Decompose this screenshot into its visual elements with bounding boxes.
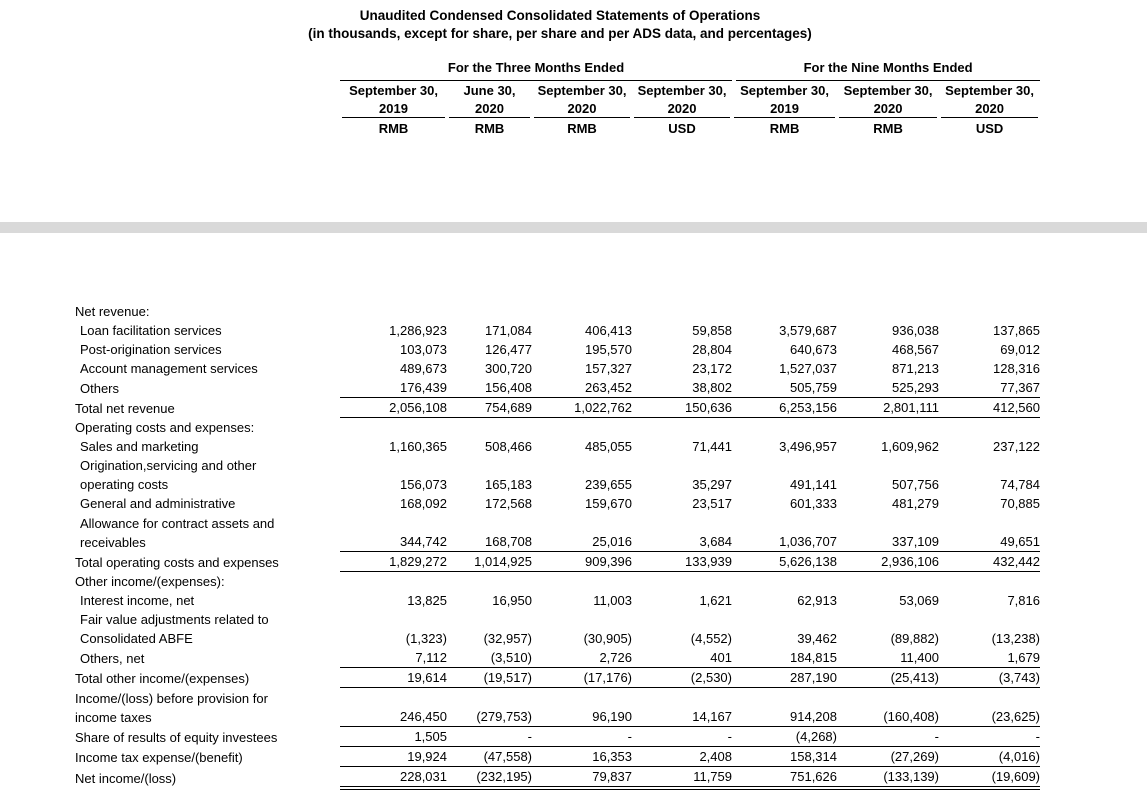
cell-value xyxy=(340,418,447,438)
cell-value: 1,527,037 xyxy=(779,361,837,376)
period-header-row xyxy=(75,81,1040,100)
cell-value: 168,092 xyxy=(400,496,447,511)
cell-value xyxy=(532,302,632,321)
row-label xyxy=(75,591,340,610)
cell-value: 103,073 xyxy=(400,342,447,357)
cell-value: 128,316 xyxy=(993,361,1040,376)
row-label-line: Interest income, net xyxy=(80,593,195,608)
table-row xyxy=(75,572,1040,592)
row-label xyxy=(75,340,340,359)
cell-value: (3,510) xyxy=(447,648,532,668)
cell-value: (4,268) xyxy=(732,727,837,747)
cell-value: 751,626 xyxy=(732,767,837,789)
cell-value: 432,442 xyxy=(939,552,1040,572)
cell-value: 246,450 xyxy=(340,688,447,727)
row-label-line: Fair value adjustments related to xyxy=(80,612,269,627)
cell-value: (47,558) xyxy=(447,747,532,767)
cell-value xyxy=(447,572,532,592)
cell-value: 53,069 xyxy=(899,593,939,608)
group-header-label: For the Three Months Ended xyxy=(340,58,732,81)
table-row xyxy=(75,340,1040,359)
cell-value: 11,003 xyxy=(593,593,632,608)
cell-value xyxy=(837,302,939,321)
table-row xyxy=(75,398,1040,418)
cell-value: 137,865 xyxy=(993,323,1040,338)
row-label xyxy=(75,359,340,378)
cell-value: 172,568 xyxy=(485,496,532,511)
cell-value: 2,936,106 xyxy=(837,552,939,572)
group-header-label: For the Nine Months Ended xyxy=(736,58,1040,81)
cell-value: (4,552) xyxy=(690,631,732,646)
cell-value: 505,759 xyxy=(732,378,837,398)
cell-value: 79,837 xyxy=(532,767,632,789)
table-row xyxy=(75,727,1040,747)
row-label xyxy=(75,767,340,789)
cell-value: 19,924 xyxy=(340,747,447,767)
row-label-line: Income/(loss) before provision for xyxy=(75,690,268,706)
cell-value: (279,753) xyxy=(447,688,532,727)
column-currency: RMB xyxy=(474,121,505,136)
row-label-line: Account management services xyxy=(80,361,258,376)
cell-value: 7,816 xyxy=(1007,593,1040,608)
cell-value: 171,084 xyxy=(485,323,532,338)
document-title-block xyxy=(0,7,1120,42)
table-row xyxy=(75,552,1040,572)
cell-value: 159,670 xyxy=(585,496,632,511)
cell-value: 507,756 xyxy=(892,477,939,492)
column-currency: USD xyxy=(975,121,1004,136)
table-row xyxy=(75,648,1040,668)
cell-value: 28,804 xyxy=(692,342,732,357)
row-label-line: Allowance for contract assets and xyxy=(80,515,275,531)
cell-value xyxy=(732,418,837,438)
table-row xyxy=(75,418,1040,438)
column-period: June 30, xyxy=(463,83,516,98)
cell-value: (17,176) xyxy=(532,668,632,688)
cell-value: 96,190 xyxy=(532,688,632,727)
table-row xyxy=(75,747,1040,767)
cell-value: 13,825 xyxy=(407,593,447,608)
cell-value: 74,784 xyxy=(1000,477,1040,492)
cell-value: 468,567 xyxy=(892,342,939,357)
cell-value: 1,022,762 xyxy=(532,398,632,418)
cell-value: 25,016 xyxy=(532,513,632,552)
cell-value: 150,636 xyxy=(632,398,732,418)
cell-value xyxy=(939,302,1040,321)
column-year-cell xyxy=(837,100,939,118)
cell-value: 2,056,108 xyxy=(340,398,447,418)
column-currency: RMB xyxy=(378,121,409,136)
row-label xyxy=(75,747,340,767)
table-row xyxy=(75,359,1040,378)
row-label-line: Net revenue: xyxy=(75,304,150,319)
cell-value: (32,957) xyxy=(483,631,532,646)
cell-value: 909,396 xyxy=(532,552,632,572)
column-currency: RMB xyxy=(769,121,800,136)
cell-value xyxy=(632,572,732,592)
cell-value: 2,408 xyxy=(632,747,732,767)
row-label-line: Total net revenue xyxy=(75,400,175,416)
cell-value: 38,802 xyxy=(632,378,732,398)
cell-value: 2,801,111 xyxy=(837,398,939,418)
cell-value xyxy=(447,418,532,438)
cell-value xyxy=(340,302,447,321)
cell-value xyxy=(340,572,447,592)
cell-value xyxy=(532,418,632,438)
cell-value: 16,353 xyxy=(532,747,632,767)
table-row xyxy=(75,302,1040,321)
group-header-cell xyxy=(732,58,1040,81)
cell-value: 491,141 xyxy=(790,477,837,492)
row-label-line: income taxes xyxy=(75,709,152,725)
group-header-cell xyxy=(340,58,732,81)
cell-value: (232,195) xyxy=(447,767,532,789)
cell-value: 287,190 xyxy=(732,668,837,688)
row-label xyxy=(75,727,340,747)
cell-value: (23,625) xyxy=(939,688,1040,727)
cell-value: 754,689 xyxy=(447,398,532,418)
cell-value xyxy=(837,572,939,592)
cell-value: - xyxy=(632,727,732,747)
column-period: September 30, xyxy=(843,83,933,98)
row-label-line: Consolidated ABFE xyxy=(80,631,193,646)
cell-value: 228,031 xyxy=(340,767,447,789)
column-period: September 30, xyxy=(945,83,1034,98)
row-label-line: Others, net xyxy=(80,650,145,666)
column-currency: RMB xyxy=(873,121,903,136)
cell-value: 168,708 xyxy=(447,513,532,552)
cell-value: 77,367 xyxy=(939,378,1040,398)
cell-value: 23,517 xyxy=(692,496,732,511)
column-year-cell xyxy=(632,100,732,118)
cell-value: 237,122 xyxy=(993,439,1040,454)
cell-value: 16,950 xyxy=(492,593,532,608)
cell-value: 337,109 xyxy=(837,513,939,552)
cell-value: 71,441 xyxy=(692,439,732,454)
column-year: 2019 xyxy=(342,100,445,118)
column-year: 2020 xyxy=(449,100,530,118)
column-year-cell xyxy=(732,100,837,118)
row-label-line: Net income/(loss) xyxy=(75,771,177,786)
row-label-line: Sales and marketing xyxy=(80,439,199,454)
document-title: Unaudited Condensed Consolidated Statements of Operations xyxy=(359,8,761,23)
row-label xyxy=(75,398,340,418)
table-row xyxy=(75,321,1040,340)
statements-header-table xyxy=(75,58,1040,139)
column-year-cell xyxy=(532,100,632,118)
corner-cell xyxy=(75,100,340,118)
cell-value: 1,286,923 xyxy=(389,323,447,338)
cell-value: 489,673 xyxy=(400,361,447,376)
column-year: 2020 xyxy=(839,100,937,118)
cell-value: (25,413) xyxy=(837,668,939,688)
cell-value: (160,408) xyxy=(837,688,939,727)
cell-value xyxy=(447,302,532,321)
cell-value: 1,014,925 xyxy=(447,552,532,572)
column-year-cell xyxy=(939,100,1040,118)
table-row xyxy=(75,688,1040,727)
row-label-line: Other income/(expenses): xyxy=(75,574,225,589)
cell-value: 1,679 xyxy=(939,648,1040,668)
cell-value: 158,314 xyxy=(732,747,837,767)
group-header-row xyxy=(75,58,1040,81)
separator-band xyxy=(0,222,1147,233)
year-header-row xyxy=(75,100,1040,118)
cell-value: 640,673 xyxy=(790,342,837,357)
cell-value: 70,885 xyxy=(1000,496,1040,511)
column-year-cell xyxy=(340,100,447,118)
cell-value: 239,655 xyxy=(585,477,632,492)
column-year: 2020 xyxy=(534,100,630,118)
cell-value: 508,466 xyxy=(485,439,532,454)
row-label xyxy=(75,494,340,513)
corner-cell xyxy=(75,118,340,139)
row-label xyxy=(75,321,340,340)
row-label xyxy=(75,437,340,456)
row-label-line: Loan facilitation services xyxy=(80,323,222,338)
cell-value: 3,684 xyxy=(632,513,732,552)
cell-value: (19,517) xyxy=(447,668,532,688)
cell-value: 35,297 xyxy=(692,477,732,492)
cell-value: - xyxy=(837,727,939,747)
cell-value xyxy=(939,572,1040,592)
row-label-line: receivables xyxy=(80,534,146,550)
cell-value: 871,213 xyxy=(892,361,939,376)
row-label xyxy=(75,610,340,648)
cell-value: 195,570 xyxy=(585,342,632,357)
statements-body-table xyxy=(75,302,1040,790)
cell-value: (89,882) xyxy=(890,631,939,646)
cell-value: 3,579,687 xyxy=(779,323,837,338)
table-row xyxy=(75,668,1040,688)
cell-value: 23,172 xyxy=(692,361,732,376)
row-label xyxy=(75,302,340,321)
row-label xyxy=(75,688,340,727)
cell-value: 485,055 xyxy=(585,439,632,454)
table-row xyxy=(75,437,1040,456)
cell-value xyxy=(632,418,732,438)
currency-header-row xyxy=(75,118,1040,139)
table-row xyxy=(75,513,1040,552)
cell-value: (13,238) xyxy=(991,631,1040,646)
cell-value: 14,167 xyxy=(632,688,732,727)
row-label xyxy=(75,648,340,668)
column-currency: USD xyxy=(668,121,696,136)
column-year: 2020 xyxy=(941,100,1038,118)
cell-value: 1,621 xyxy=(699,593,732,608)
cell-value: 1,505 xyxy=(340,727,447,747)
cell-value: 6,253,156 xyxy=(732,398,837,418)
row-label-line: General and administrative xyxy=(80,496,236,511)
row-label xyxy=(75,572,340,592)
cell-value: 184,815 xyxy=(732,648,837,668)
row-label-line: Total other income/(expenses) xyxy=(75,670,250,686)
cell-value: 156,073 xyxy=(400,477,447,492)
cell-value: - xyxy=(939,727,1040,747)
cell-value: (27,269) xyxy=(837,747,939,767)
cell-value: (2,530) xyxy=(632,668,732,688)
row-label-line: Share of results of equity investees xyxy=(75,729,278,745)
table-row xyxy=(75,494,1040,513)
cell-value xyxy=(732,302,837,321)
cell-value: 344,742 xyxy=(340,513,447,552)
cell-value: 2,726 xyxy=(532,648,632,668)
cell-value xyxy=(837,418,939,438)
cell-value: (4,016) xyxy=(939,747,1040,767)
cell-value: (133,139) xyxy=(837,767,939,789)
column-currency: RMB xyxy=(567,121,597,136)
cell-value: 3,496,957 xyxy=(779,439,837,454)
cell-value: 300,720 xyxy=(485,361,532,376)
cell-value: - xyxy=(447,727,532,747)
cell-value: 1,160,365 xyxy=(389,439,447,454)
row-label-line: Operating costs and expenses: xyxy=(75,420,255,435)
table-row xyxy=(75,767,1040,789)
row-label xyxy=(75,668,340,688)
cell-value: 263,452 xyxy=(532,378,632,398)
cell-value: 59,858 xyxy=(692,323,732,338)
table-row xyxy=(75,610,1040,648)
cell-value: 406,413 xyxy=(585,323,632,338)
cell-value: - xyxy=(532,727,632,747)
cell-value: 157,327 xyxy=(585,361,632,376)
cell-value: 1,829,272 xyxy=(340,552,447,572)
cell-value: 156,408 xyxy=(447,378,532,398)
cell-value: 914,208 xyxy=(732,688,837,727)
corner-cell xyxy=(75,81,340,100)
cell-value: 62,913 xyxy=(797,593,837,608)
cell-value: (30,905) xyxy=(583,631,632,646)
row-label xyxy=(75,378,340,398)
cell-value xyxy=(632,302,732,321)
cell-value: 49,651 xyxy=(939,513,1040,552)
row-label xyxy=(75,552,340,572)
cell-value: 7,112 xyxy=(340,648,447,668)
row-label xyxy=(75,418,340,438)
column-period: September 30, xyxy=(740,83,829,98)
cell-value: 165,183 xyxy=(485,477,532,492)
row-label-line: Total operating costs and expenses xyxy=(75,554,279,570)
cell-value: (3,743) xyxy=(939,668,1040,688)
cell-value: 1,036,707 xyxy=(732,513,837,552)
row-label-line: Others xyxy=(80,380,120,396)
cell-value: 601,333 xyxy=(790,496,837,511)
row-label-line: Income tax expense/(benefit) xyxy=(75,749,243,765)
cell-value: 936,038 xyxy=(892,323,939,338)
cell-value: 126,477 xyxy=(485,342,532,357)
cell-value: 401 xyxy=(632,648,732,668)
cell-value: 1,609,962 xyxy=(881,439,939,454)
row-label-line: Post-origination services xyxy=(80,342,222,357)
column-year: 2020 xyxy=(634,100,730,118)
row-label-line: operating costs xyxy=(80,477,169,492)
cell-value: 5,626,138 xyxy=(732,552,837,572)
column-year: 2019 xyxy=(734,100,835,118)
cell-value xyxy=(939,418,1040,438)
cell-value: 525,293 xyxy=(837,378,939,398)
table-row xyxy=(75,591,1040,610)
cell-value: 481,279 xyxy=(892,496,939,511)
cell-value: 11,759 xyxy=(632,767,732,789)
cell-value xyxy=(732,572,837,592)
table-row xyxy=(75,456,1040,494)
row-label xyxy=(75,513,340,552)
column-period: September 30, xyxy=(637,83,727,98)
column-period: September 30, xyxy=(349,83,438,98)
cell-value: 39,462 xyxy=(797,631,837,646)
cell-value: 176,439 xyxy=(340,378,447,398)
row-label xyxy=(75,456,340,494)
cell-value: 412,560 xyxy=(939,398,1040,418)
document-subtitle: (in thousands, except for share, per share and per ADS data, and percentages) xyxy=(308,25,812,41)
cell-value xyxy=(532,572,632,592)
corner-cell xyxy=(75,58,340,81)
column-period: September 30, xyxy=(537,83,627,98)
cell-value: 11,400 xyxy=(837,648,939,668)
column-year-cell xyxy=(447,100,532,118)
cell-value: 19,614 xyxy=(340,668,447,688)
row-label-line: Origination,servicing and other xyxy=(80,458,257,473)
cell-value: (1,323) xyxy=(405,631,447,646)
table-row xyxy=(75,378,1040,398)
cell-value: 133,939 xyxy=(632,552,732,572)
cell-value: 69,012 xyxy=(1000,342,1040,357)
cell-value: (19,609) xyxy=(939,767,1040,789)
